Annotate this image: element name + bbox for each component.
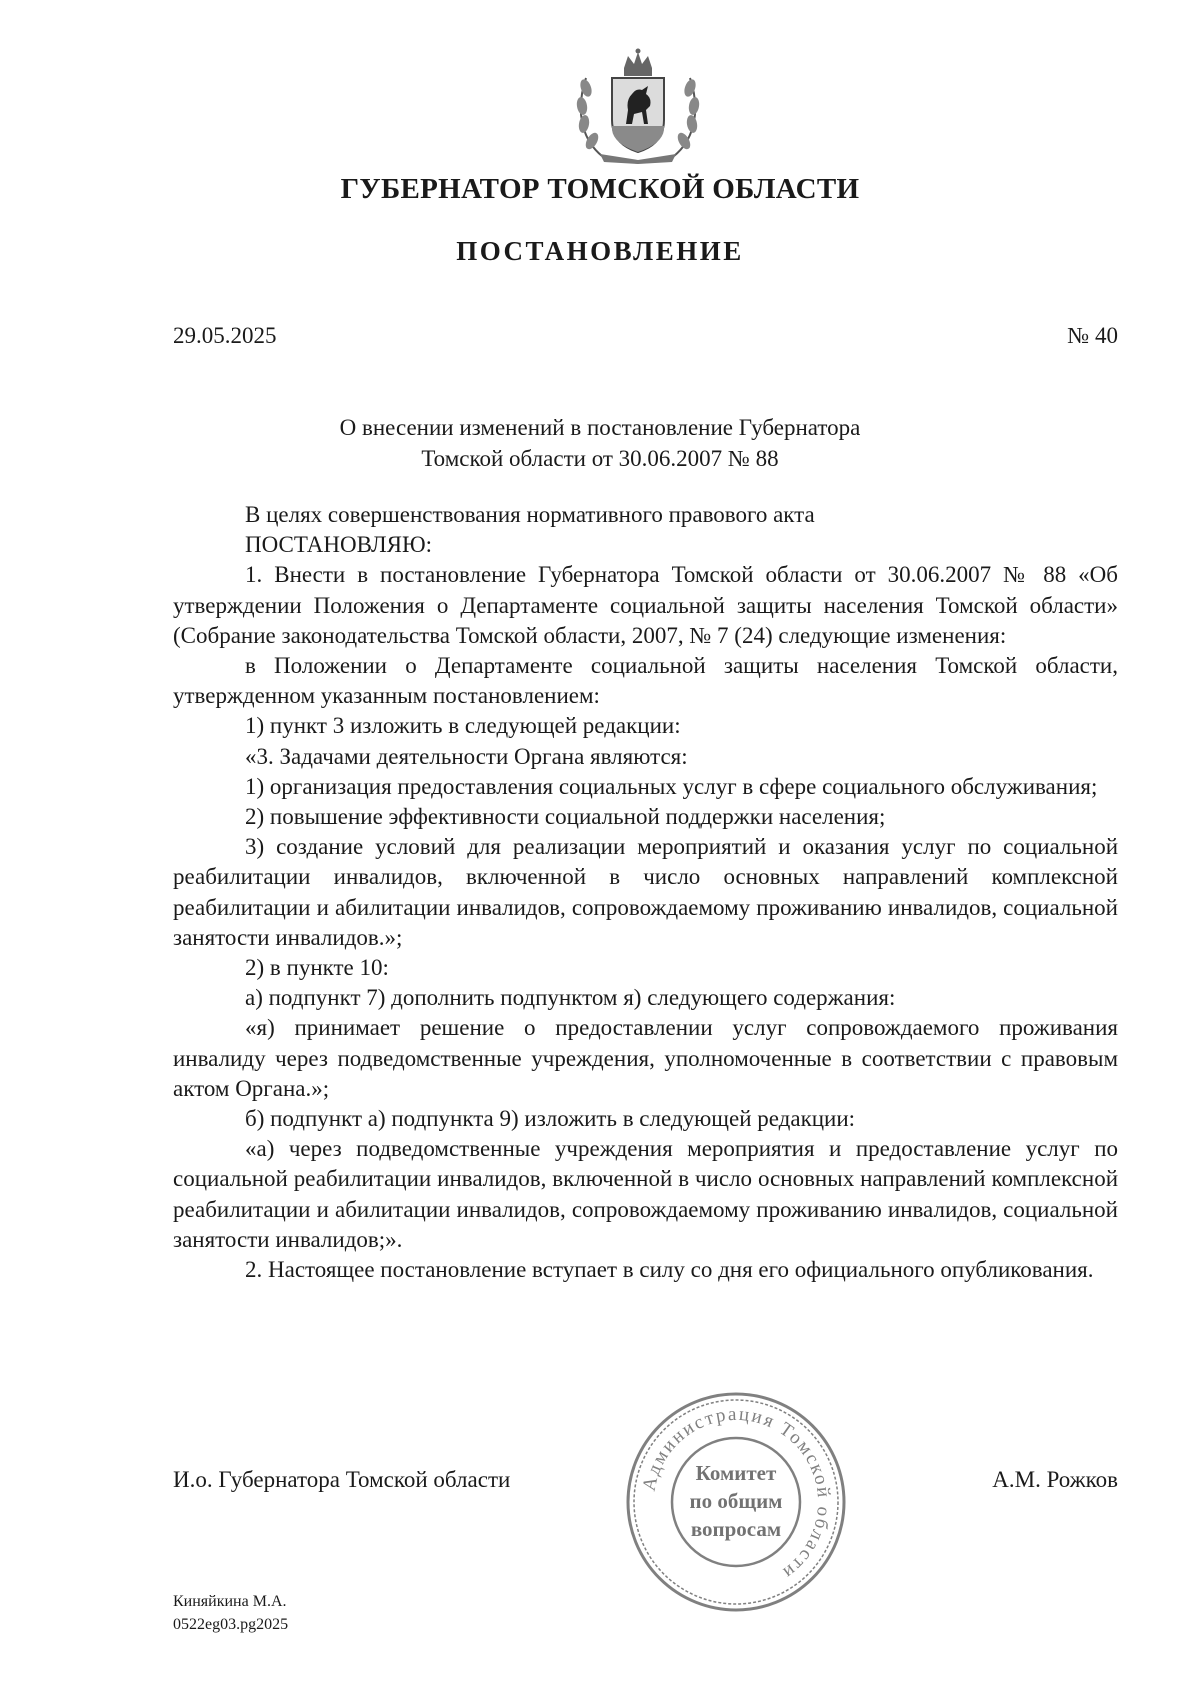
paragraph: 1. Внести в постановление Губернатора Томской области от 30.06.2007 № 88 «Об утверждении Положения о Департаменте социальной защиты населения Томской области» (Собрание законодательства Томской области, 2007, № 7 (24) следующие изменения: [173, 562, 1118, 648]
signatory-position: И.о. Губернатора Томской области [173, 1467, 511, 1492]
executor-name: Киняйкина М.А. [173, 1593, 287, 1610]
paragraph: 1) организация предоставления социальных услуг в сфере социального обслуживания; [245, 773, 1098, 799]
document-body [173, 500, 1118, 1285]
paragraph: «а) через подведомственные учреждения мероприятия и предоставление услуг по социальной реабилитации инвалидов, включенной в число основных направлений комплексной реабилитации и абилитации инвалидов, сопровождаемому проживанию инвалидов, социальной занятости инвалидов;». [173, 1136, 1118, 1252]
document-number: № 40 [1067, 323, 1118, 348]
seal-center-line: по общим [689, 1489, 783, 1513]
paragraph: а) подпункт 7) дополнить подпунктом я) следующего содержания: [245, 985, 896, 1011]
seal-center-line: Комитет [695, 1461, 777, 1485]
official-seal [622, 1388, 850, 1616]
paragraph: 2) повышение эффективности социальной поддержки населения; [245, 804, 886, 830]
file-code: 0522eg03.pg2025 [173, 1616, 289, 1633]
issuing-authority: ГУБЕРНАТОР ТОМСКОЙ ОБЛАСТИ [340, 173, 860, 205]
seal-ring-text: Администрация Томской области [638, 1403, 835, 1584]
seal-center-line: вопросам [690, 1517, 782, 1541]
paragraph: 2. Настоящее постановление вступает в силу со дня его официального опубликования. [245, 1257, 1094, 1283]
document-subject [0, 412, 1200, 474]
signatory-name: А.М. Рожков [992, 1467, 1118, 1492]
document-date: 29.05.2025 [173, 323, 277, 348]
paragraph: 3) создание условий для реализации мероприятий и оказания услуг по социальной реабилитации инвалидов, включенной в число основных направлений комплексной реабилитации и абилитации инвалидов, сопровождаемому проживанию инвалидов, социальной занятости инвалидов.»; [173, 834, 1118, 950]
paragraph: «3. Задачами деятельности Органа являются: [245, 743, 688, 769]
coat-of-arms-tomsk-icon [572, 48, 704, 164]
paragraph-decree: ПОСТАНОВЛЯЮ: [245, 532, 433, 558]
paragraph: б) подпункт а) подпункта 9) изложить в следующей редакции: [245, 1106, 856, 1132]
paragraph: «я) принимает решение о предоставлении услуг сопровождаемого проживания инвалиду через подведомственные учреждения, уполномоченные в соответствии с правовым актом Органа.»; [173, 1015, 1118, 1101]
subject-line: О внесении изменений в постановление Губернатора [339, 415, 861, 440]
document-type: ПОСТАНОВЛЕНИЕ [456, 236, 744, 266]
paragraph: В целях совершенствования нормативного правового акта [245, 502, 815, 527]
paragraph: 2) в пункте 10: [245, 955, 389, 981]
paragraph: 1) пункт 3 изложить в следующей редакции: [245, 713, 681, 739]
paragraph: в Положении о Департаменте социальной защиты населения Томской области, утвержденном указанным постановлением: [173, 653, 1118, 709]
subject-line: Томской области от 30.06.2007 № 88 [421, 446, 779, 471]
